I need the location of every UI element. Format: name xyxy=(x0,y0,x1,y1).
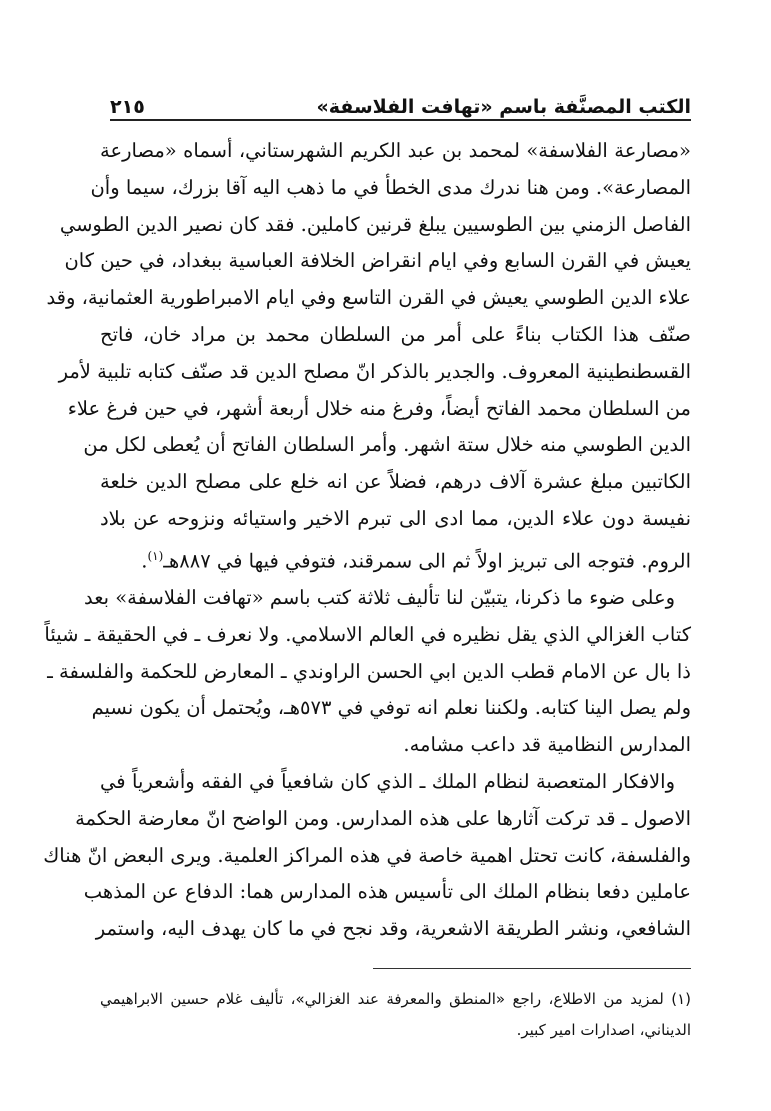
text-line: والفلسفة، كانت تحتل اهمية خاصة في هذه المراكز العلمية. ويرى البعض انّ هناك xyxy=(43,843,691,867)
paragraph-3 xyxy=(43,764,691,948)
footnotes xyxy=(100,984,691,1046)
running-header xyxy=(110,82,691,118)
text-line: المصارعة». ومن هنا ندرك مدى الخطأ في ما ذهب اليه آقا بزرك، سيما وأن xyxy=(90,175,691,199)
text-line: نفيسة دون علاء الدين، مما ادى الى تبرم الاخير واستيائه ونزوحه عن بلاد xyxy=(100,506,691,530)
text-line: وعلى ضوء ما ذكرنا، يتبيّن لنا تأليف ثلاثة كتب باسم «تهافت الفلاسفة» بعد xyxy=(83,586,675,610)
text-line: الكاتبين مبلغ عشرة آلاف درهم، فضلاً عن انه خلع على مصلح الدين خلعة xyxy=(100,470,691,494)
text-line: يعيش في القرن السابع وفي ايام انقراض الخلافة العباسية ببغداد، في حين كان xyxy=(64,249,691,273)
text-line: ولم يصل الينا كتابه. ولكننا نعلم انه توفي في ٥٧٣هـ، ويُحتمل أن يكون نسيم xyxy=(91,696,691,720)
text-line: المدارس النظامية قد داعب مشامه. xyxy=(403,733,691,757)
period: . xyxy=(141,549,148,573)
text-line: القسطنطينية المعروف. والجدير بالذكر انّ مصلح الدين قد صنّف كتابه تلبية لأمر xyxy=(58,359,691,383)
text-line: صنّف هذا الكتاب بناءً على أمر من السلطان محمد بن مراد خان، فاتح xyxy=(100,322,691,346)
paragraph-1 xyxy=(46,133,691,580)
text-line: الاصول ـ قد تركت آثارها على هذه المدارس. ومن الواضح انّ معارضة الحكمة xyxy=(75,806,691,830)
text-line: من السلطان محمد الفاتح أيضاً، وفرغ منه خلال أربعة أشهر، في حين فرغ علاء xyxy=(67,396,691,420)
body-text xyxy=(43,133,691,948)
text-line: الدين الطوسي منه خلال ستة اشهر. وأمر السلطان الفاتح أن يُعطى لكل من xyxy=(83,433,691,457)
header-rule xyxy=(110,119,691,121)
footnote-reference[interactable]: (١) xyxy=(147,548,164,563)
text-line: ذا بال عن الامام قطب الدين ابي الحسن الراوندي ـ المعارض للحكمة والفلسفة ـ xyxy=(47,659,691,683)
text-line: علاء الدين الطوسي يعيش في القرن التاسع وفي ايام الامبراطورية العثمانية، وقد xyxy=(46,286,691,310)
text-line: عاملين دفعا بنظام الملك الى تأسيس هذه المدارس هما: الدفاع عن المذهب xyxy=(83,880,691,904)
footnote-line: (١) لمزيد من الاطلاع، راجع «المنطق والمعرفة عند الغزالي»، تأليف غلام حسين الابراهيمي xyxy=(100,990,691,1008)
page-number: ٢١٥ xyxy=(110,96,145,118)
text-line: «مصارعة الفلاسفة» لمحمد بن عبد الكريم الشهرستاني، أسماه «مصارعة xyxy=(100,139,691,162)
paragraph-2 xyxy=(44,580,691,764)
running-header-title: الكتب المصنَّفة باسم «تهافت الفلاسفة» xyxy=(316,96,691,118)
footnote-separator xyxy=(373,968,691,969)
text-line: الفاصل الزمني بين الطوسيين يبلغ قرنين كاملين. فقد كان نصير الدين الطوسي xyxy=(59,212,691,236)
text-line xyxy=(100,538,691,580)
text-line: كتاب الغزالي الذي يقل نظيره في العالم الاسلامي. ولا نعرف ـ في الحقيقة ـ شيئاً xyxy=(44,622,691,646)
text-line: والافكار المتعصبة لنظام الملك ـ الذي كان شافعياً في الفقه وأشعرياً في xyxy=(100,770,675,794)
text-line: الشافعي، ونشر الطريقة الاشعرية، وقد نجح في ما كان يهدف اليه، واستمر xyxy=(95,917,691,941)
footnote-line: الديناني، اصدارات امير كبير. xyxy=(516,1021,691,1039)
text-line-content: الروم. فتوجه الى تبريز اولاً ثم الى سمرقند، فتوفي فيها في ٨٨٧هـ xyxy=(163,549,691,573)
